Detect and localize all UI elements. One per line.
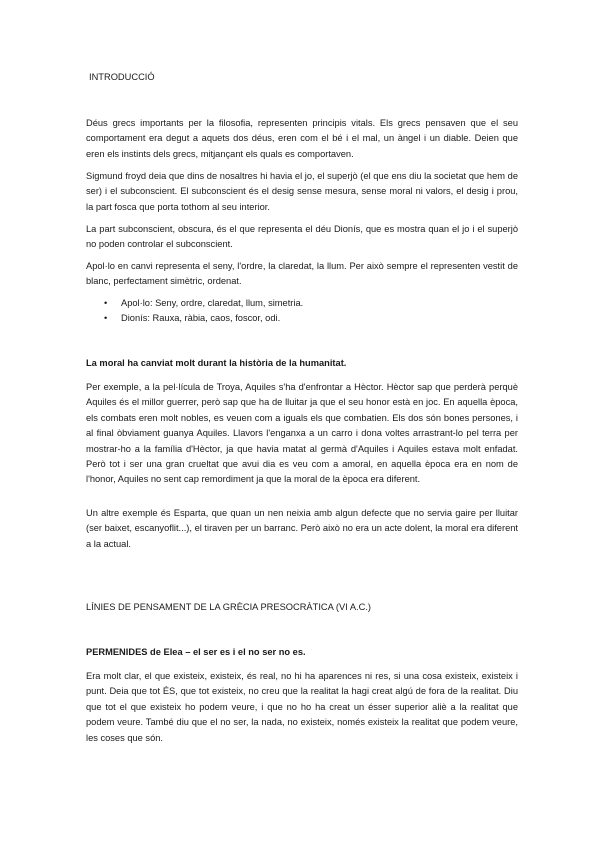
parmenides-heading: PERMENIDES de Elea – el ser es i el no ser no es. bbox=[86, 647, 306, 657]
bullet-icon: • bbox=[104, 313, 108, 324]
page-title: INTRODUCCIÓ bbox=[89, 72, 155, 82]
list-item bbox=[86, 296, 518, 311]
moral-paragraph-1: Per exemple, a la pel·lícula de Troya, Aquiles s'ha d'enfrontar a Hèctor. Hèctor sap que perderà perquè Aquiles és el millor guerrer, però sap que ha de lluitar ja que el seu honor està en joc. En aquella època, els combats eren molt nobles, es veuen com a iguals els que combatien. Els dos són bones persones, i al final òbviament guanya Aquiles. Llavors l'enganxa a un carro i dona voltes arrastrant-lo pel terra per mostrar-ho a la família d'Hèctor, ja que havia matat al germà d'Aquiles i Aquiles estava molt enfadat. Però tot i ser una gran crueltat que avui dia es veu com a amoral, en aquella època era en nom de l'honor, Aquiles no sent cap remordiment ja que la moral de la època era diferent. bbox=[86, 382, 518, 485]
list-item-text: Dionís: Rauxa, ràbia, caos, foscor, odi. bbox=[121, 313, 281, 324]
intro-paragraph-4: Apol·lo en canvi representa el seny, l'ordre, la claredat, la llum. Per això sempre el representen vestit de blanc, perfectament simètric, ordenat. bbox=[86, 261, 518, 287]
list-item-text: Apol·lo: Seny, ordre, claredat, llum, simetria. bbox=[121, 298, 304, 308]
list-item bbox=[86, 311, 518, 326]
bullet-icon: • bbox=[104, 298, 108, 308]
intro-paragraph-1: Déus grecs importants per la filosofia, representen principis vitals. Els grecs pensaven que el seu comportament era degut a aquets dos déus, eren com el bé i el mal, un àngel i un diable. Deien que eren els instints dels grecs, mitjançant els quals es comportaven. bbox=[86, 118, 518, 159]
gods-bullet-list bbox=[86, 296, 518, 327]
section-heading: LÍNIES DE PENSAMENT DE LA GRÈCIA PRESOCRÀTICA (VI A.C.) bbox=[86, 602, 372, 612]
moral-heading: La moral ha canviat molt durant la història de la humanitat. bbox=[86, 358, 347, 368]
moral-paragraph-2: Un altre exemple és Esparta, que quan un nen neixia amb algun defecte que no servia gaire per lluitar (ser baixet, escanyoflit...), el tiraven per un barranc. Però això no era un acte dolent, la moral era diferent a la actual. bbox=[86, 508, 518, 549]
intro-paragraph-2: Sigmund froyd deia que dins de nosaltres hi havia el jo, el superjò (el que ens diu la societat que hem de ser) i el subconscient. El subconscient és el desig sense mesura, sense moral ni valors, el desig i prou, la part fosca que porta tothom al seu interior. bbox=[86, 171, 518, 212]
parmenides-paragraph: Era molt clar, el que existeix, existeix, és real, no hi ha aparences ni res, si una cosa existeix, existeix i punt. Deia que tot ÉS, que tot existeix, no creu que la realitat la hagi creat algú de fora de la realitat. Diu que tot el que existeix ho podem veure, i que no ho ha creat un ésser superior aliè a la realitat que podem veure. També diu que el no ser, la nada, no existeix, només existeix la realitat que podem veure, les coses que són. bbox=[86, 671, 518, 743]
intro-paragraph-3: La part subconscient, obscura, és el que representa el déu Dionís, que es mostra quan el jo i el superjò no poden controlar el subconscient. bbox=[86, 224, 518, 250]
